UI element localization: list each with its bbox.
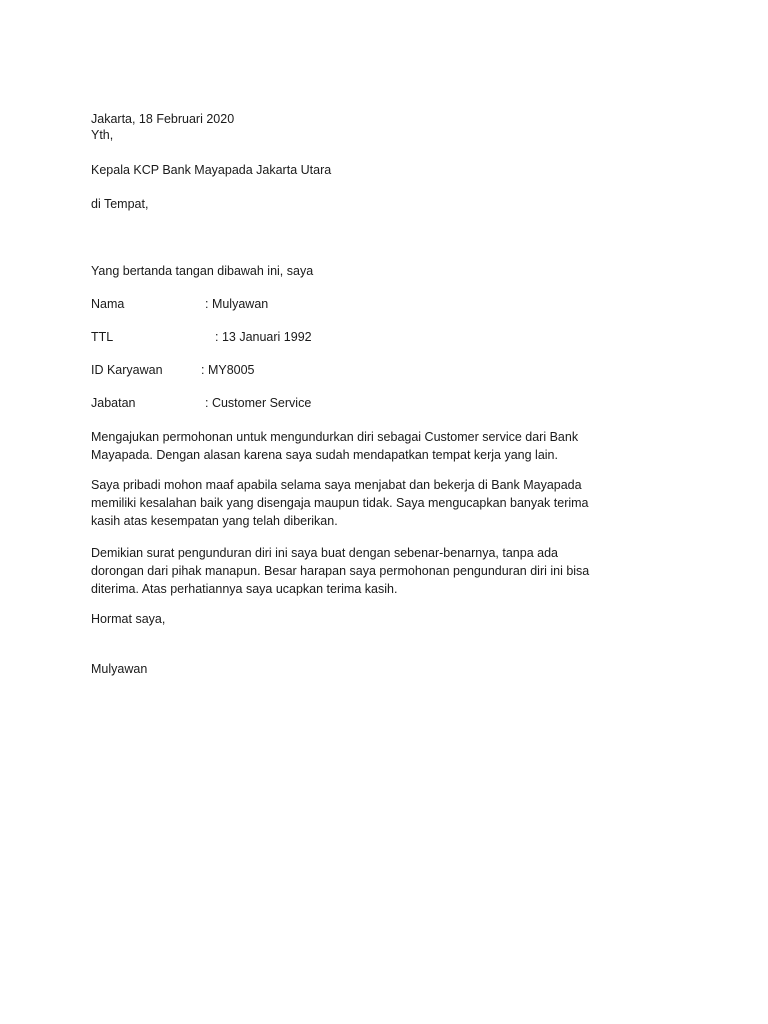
field-value: : Mulyawan <box>205 297 269 311</box>
letter-recipient: Kepala KCP Bank Mayapada Jakarta Utara <box>91 163 332 177</box>
paragraph-line: Saya pribadi mohon maaf apabila selama saya menjabat dan bekerja di Bank Mayapada <box>91 478 582 492</box>
paragraph-apology <box>91 476 671 530</box>
paragraph-line: Mayapada. Dengan alasan karena saya sudah mendapatkan tempat kerja yang lain. <box>91 448 558 462</box>
letter-date: Jakarta, 18 Februari 2020 <box>91 112 235 126</box>
field-label: Nama <box>91 297 125 311</box>
field-row-nama <box>91 296 268 312</box>
signature-name: Mulyawan <box>91 662 148 676</box>
letter-intro: Yang bertanda tangan dibawah ini, saya <box>91 264 314 278</box>
field-label: TTL <box>91 330 114 344</box>
letter-location: di Tempat, <box>91 197 149 211</box>
paragraph-line: Demikian surat pengunduran diri ini saya buat dengan sebenar-benarnya, tanpa ada <box>91 546 558 560</box>
field-row-jabatan <box>91 395 311 411</box>
field-value: : MY8005 <box>201 363 255 377</box>
field-row-id-karyawan <box>91 362 255 378</box>
field-row-ttl <box>91 329 312 345</box>
letter-salutation: Yth, <box>91 128 114 142</box>
paragraph-line: diterima. Atas perhatiannya saya ucapkan terima kasih. <box>91 582 398 596</box>
paragraph-resignation-request <box>91 428 671 464</box>
field-value: : Customer Service <box>205 396 312 410</box>
field-label: ID Karyawan <box>91 363 163 377</box>
field-value: : 13 Januari 1992 <box>215 330 312 344</box>
letter-closing: Hormat saya, <box>91 612 166 626</box>
paragraph-line: dorongan dari pihak manapun. Besar harapan saya permohonan pengunduran diri ini bisa <box>91 564 590 578</box>
paragraph-closing-statement <box>91 544 671 598</box>
field-label: Jabatan <box>91 396 136 410</box>
paragraph-line: Mengajukan permohonan untuk mengundurkan diri sebagai Customer service dari Bank <box>91 430 579 444</box>
paragraph-line: kasih atas kesempatan yang telah diberikan. <box>91 514 338 528</box>
paragraph-line: memiliki kesalahan baik yang disengaja maupun tidak. Saya mengucapkan banyak terima <box>91 496 589 510</box>
